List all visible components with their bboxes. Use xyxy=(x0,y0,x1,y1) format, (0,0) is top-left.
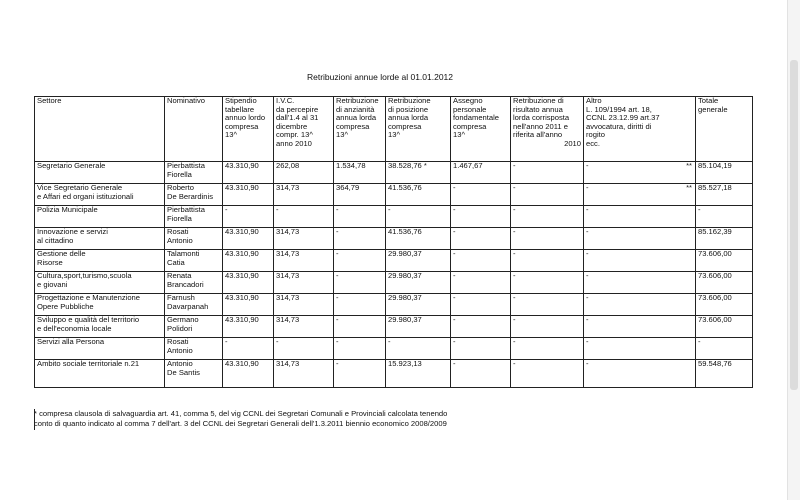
cell-anzianita: - xyxy=(334,250,386,272)
cell-ivc: 314,73 xyxy=(274,228,334,250)
cell-nominativo: Farnush Davarpanah xyxy=(165,294,223,316)
cell-risultato: - xyxy=(511,206,584,228)
footnote-line-1: * compresa clausola di salvaguardia art. 41, comma 5, del vig CCNL dei Segretari Comunali e Provinciali calcolata tenendo xyxy=(34,409,448,418)
cell-totale: 59.548,76 xyxy=(696,360,753,388)
cell-stipendio: 43.310,90 xyxy=(223,228,274,250)
cell-altro: - ** xyxy=(584,162,696,184)
cell-posizione: - xyxy=(386,206,451,228)
cell-ivc: 314,73 xyxy=(274,316,334,338)
cell-assegno: - xyxy=(451,360,511,388)
cell-assegno: - xyxy=(451,338,511,360)
cell-nominativo: Talamonti Catia xyxy=(165,250,223,272)
cell-posizione: 41.536,76 xyxy=(386,228,451,250)
cell-stipendio: 43.310,90 xyxy=(223,272,274,294)
cell-assegno: - xyxy=(451,272,511,294)
cell-risultato: - xyxy=(511,162,584,184)
header-stipendio: Stipendio tabellare annuo lordo compresa 13^ xyxy=(223,97,274,162)
table-body xyxy=(35,162,753,388)
cell-stipendio: - xyxy=(223,206,274,228)
cell-altro: - xyxy=(584,338,696,360)
cell-risultato: - xyxy=(511,184,584,206)
table-header xyxy=(35,97,753,162)
cell-assegno: - xyxy=(451,294,511,316)
cell-anzianita: - xyxy=(334,228,386,250)
cell-nominativo: Rosati Antonio xyxy=(165,338,223,360)
cell-totale: 73.606,00 xyxy=(696,272,753,294)
cell-totale: 73.606,00 xyxy=(696,250,753,272)
table-row xyxy=(35,316,753,338)
cell-altro: - xyxy=(584,250,696,272)
cell-posizione: 29.980,37 xyxy=(386,272,451,294)
cell-ivc: - xyxy=(274,338,334,360)
cell-nominativo: Roberto De Berardinis xyxy=(165,184,223,206)
cell-risultato: - xyxy=(511,250,584,272)
cell-altro: - xyxy=(584,206,696,228)
cell-totale: 73.606,00 xyxy=(696,316,753,338)
cell-anzianita: 364,79 xyxy=(334,184,386,206)
scrollbar-thumb[interactable] xyxy=(790,60,798,390)
cell-ivc: 314,73 xyxy=(274,272,334,294)
cell-nominativo: Germano Polidori xyxy=(165,316,223,338)
cell-posizione: - xyxy=(386,338,451,360)
cell-stipendio: 43.310,90 xyxy=(223,316,274,338)
cell-risultato: - xyxy=(511,228,584,250)
cell-altro: - xyxy=(584,272,696,294)
table-row xyxy=(35,338,753,360)
cell-risultato: - xyxy=(511,316,584,338)
cell-altro: - xyxy=(584,228,696,250)
cell-settore: Servizi alla Persona xyxy=(35,338,165,360)
double-asterisk-marker: ** xyxy=(686,161,692,170)
cell-ivc: 262,08 xyxy=(274,162,334,184)
cell-assegno: - xyxy=(451,228,511,250)
table-row xyxy=(35,250,753,272)
cell-assegno: - xyxy=(451,250,511,272)
cell-ivc: 314,73 xyxy=(274,294,334,316)
cell-posizione: 15.923,13 xyxy=(386,360,451,388)
cell-anzianita: - xyxy=(334,206,386,228)
cell-anzianita: 1.534,78 xyxy=(334,162,386,184)
salary-table xyxy=(34,96,753,388)
cell-risultato: - xyxy=(511,294,584,316)
vertical-scrollbar[interactable] xyxy=(787,0,800,500)
cell-altro: - xyxy=(584,316,696,338)
cell-totale: 85.104,19 xyxy=(696,162,753,184)
cell-ivc: 314,73 xyxy=(274,184,334,206)
cell-posizione: 29.980,37 xyxy=(386,250,451,272)
cell-stipendio: - xyxy=(223,338,274,360)
header-risultato: Retribuzione di risultato annua lorda corrisposta nell'anno 2011 e riferita all'anno 2010 xyxy=(511,97,584,162)
footnote-margin-rule xyxy=(34,409,37,430)
header-nominativo: Nominativo xyxy=(165,97,223,162)
cell-totale: - xyxy=(696,206,753,228)
cell-settore: Vice Segretario Generale e Affari ed organi istituzionali xyxy=(35,184,165,206)
header-anzianita: Retribuzione di anzianità annua lorda compresa 13^ xyxy=(334,97,386,162)
cell-settore: Innovazione e servizi al cittadino xyxy=(35,228,165,250)
header-ivc: I.V.C. da percepire dall'1.4 al 31 dicembre compr. 13^ anno 2010 xyxy=(274,97,334,162)
table-row xyxy=(35,184,753,206)
footnote-line-2: conto di quanto indicato al comma 7 dell'art. 3 del CCNL dei Segretari Generali dell'1.3.2011 biennio economico 2008/2009 xyxy=(34,419,447,428)
cell-altro: - xyxy=(584,294,696,316)
cell-nominativo: Rosati Antonio xyxy=(165,228,223,250)
cell-ivc: - xyxy=(274,206,334,228)
cell-nominativo: Antonio De Santis xyxy=(165,360,223,388)
header-assegno: Assegno personale fondamentale compresa 13^ xyxy=(451,97,511,162)
cell-posizione: 38.528,76 * xyxy=(386,162,451,184)
table-row xyxy=(35,272,753,294)
cell-stipendio: 43.310,90 xyxy=(223,360,274,388)
cell-settore: Cultura,sport,turismo,scuola e giovani xyxy=(35,272,165,294)
cell-ivc: 314,73 xyxy=(274,250,334,272)
cell-ivc: 314,73 xyxy=(274,360,334,388)
cell-settore: Segretario Generale xyxy=(35,162,165,184)
cell-altro: - xyxy=(584,360,696,388)
cell-posizione: 41.536,76 xyxy=(386,184,451,206)
cell-stipendio: 43.310,90 xyxy=(223,250,274,272)
cell-stipendio: 43.310,90 xyxy=(223,162,274,184)
cell-settore: Polizia Municipale xyxy=(35,206,165,228)
cell-settore: Progettazione e Manutenzione Opere Pubbliche xyxy=(35,294,165,316)
cell-stipendio: 43.310,90 xyxy=(223,184,274,206)
footnote xyxy=(34,409,594,429)
cell-anzianita: - xyxy=(334,294,386,316)
footnote-marker: * xyxy=(423,161,427,170)
cell-nominativo: Pierbattista Fiorella xyxy=(165,206,223,228)
cell-assegno: 1.467,67 xyxy=(451,162,511,184)
document-title: Retribuzioni annue lorde al 01.01.2012 xyxy=(306,72,454,82)
table-row xyxy=(35,206,753,228)
cell-posizione: 29.980,37 xyxy=(386,316,451,338)
cell-totale: 85.527,18 xyxy=(696,184,753,206)
cell-risultato: - xyxy=(511,360,584,388)
cell-totale: 85.162,39 xyxy=(696,228,753,250)
table-row xyxy=(35,162,753,184)
header-altro: Altro L. 109/1994 art. 18, CCNL 23.12.99 art.37 avvocatura, diritti di rogito ecc. xyxy=(584,97,696,162)
cell-nominativo: Renata Brancadori xyxy=(165,272,223,294)
header-settore: Settore xyxy=(35,97,165,162)
cell-posizione: 29.980,37 xyxy=(386,294,451,316)
table-row xyxy=(35,360,753,388)
cell-settore: Ambito sociale territoriale n.21 xyxy=(35,360,165,388)
cell-settore: Gestione delle Risorse xyxy=(35,250,165,272)
cell-settore: Sviluppo e qualità del territorio e dell'economia locale xyxy=(35,316,165,338)
cell-altro: - ** xyxy=(584,184,696,206)
cell-anzianita: - xyxy=(334,272,386,294)
header-totale: Totale generale xyxy=(696,97,753,162)
cell-stipendio: 43.310,90 xyxy=(223,294,274,316)
cell-anzianita: - xyxy=(334,360,386,388)
table-row xyxy=(35,228,753,250)
header-posizione: Retribuzione di posizione annua lorda compresa 13^ xyxy=(386,97,451,162)
cell-nominativo: Pierbattista Fiorella xyxy=(165,162,223,184)
cell-totale: - xyxy=(696,338,753,360)
cell-anzianita: - xyxy=(334,316,386,338)
cell-totale: 73.606,00 xyxy=(696,294,753,316)
double-asterisk-marker: ** xyxy=(686,183,692,192)
cell-assegno: - xyxy=(451,184,511,206)
cell-anzianita: - xyxy=(334,338,386,360)
cell-assegno: - xyxy=(451,206,511,228)
cell-risultato: - xyxy=(511,272,584,294)
cell-assegno: - xyxy=(451,316,511,338)
table-row xyxy=(35,294,753,316)
cell-risultato: - xyxy=(511,338,584,360)
